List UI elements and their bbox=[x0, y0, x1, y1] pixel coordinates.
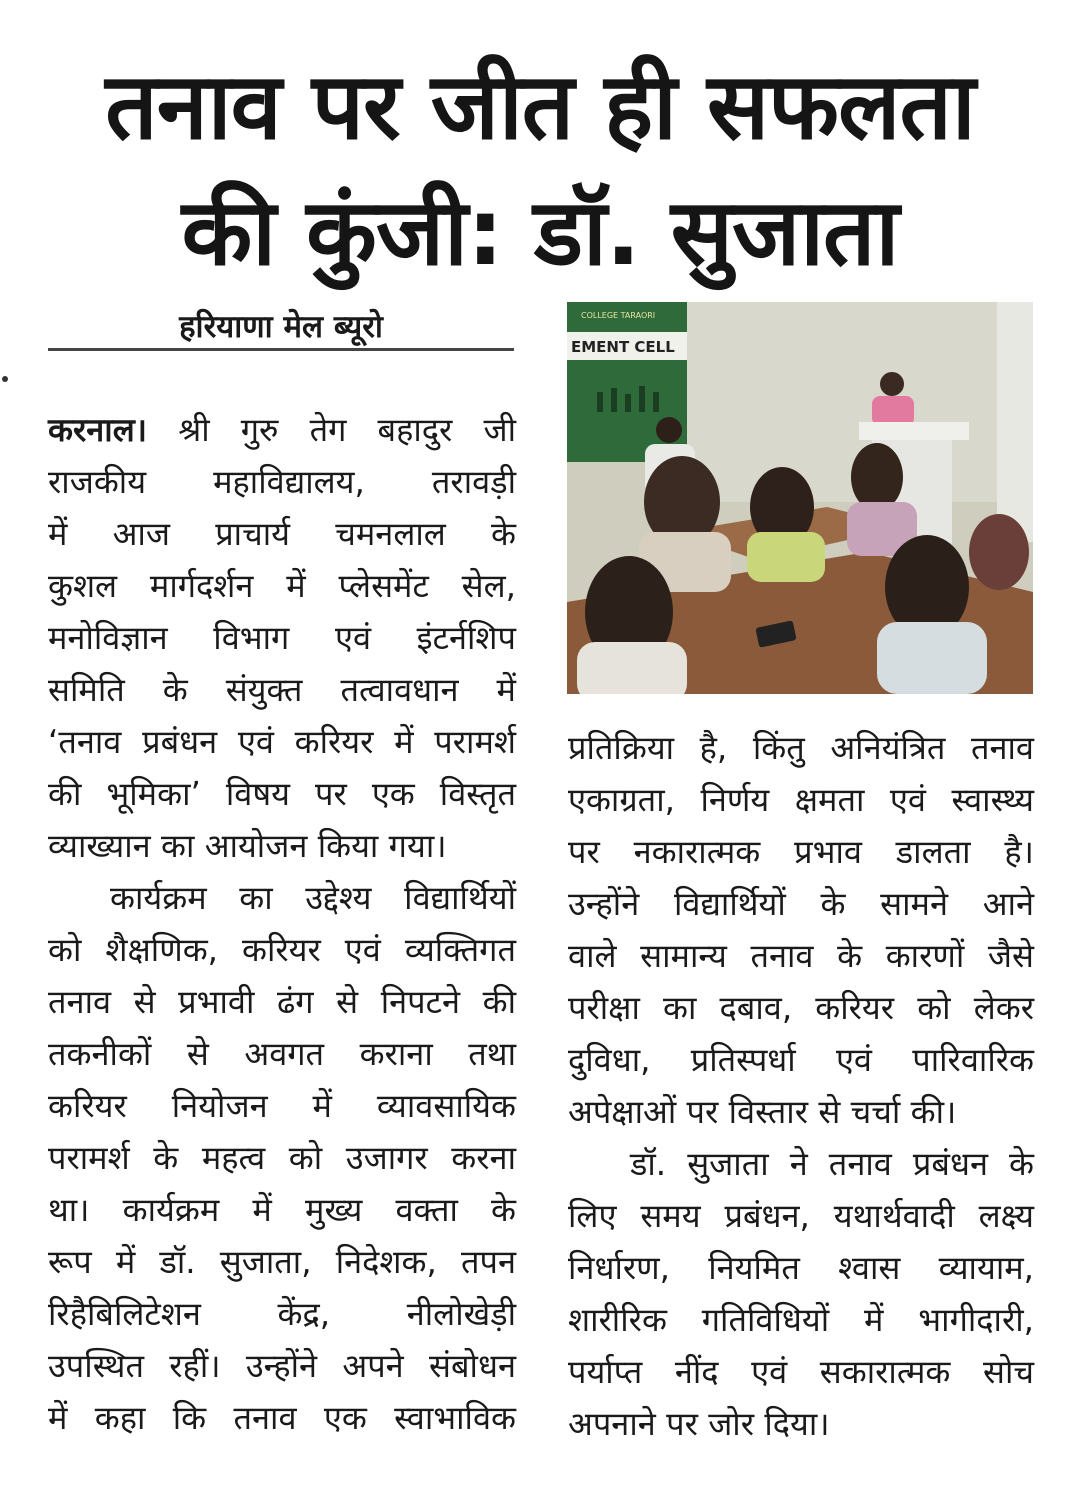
article-line: को शैक्षणिक, करियर एवं व्यक्तिगत bbox=[48, 931, 516, 969]
photo-speaker-head bbox=[880, 372, 904, 396]
photo-student-5-body bbox=[877, 622, 987, 694]
photo-banner-text: EMENT CELL bbox=[571, 338, 675, 356]
article-line: पर नकारात्मक प्रभाव डालता है। bbox=[568, 833, 1034, 871]
article-line: रूप में डॉ. सुजाता, निदेशक, तपन bbox=[48, 1243, 516, 1281]
photo-podium-top bbox=[859, 422, 969, 440]
article-line: की भूमिका’ विषय पर एक विस्तृत bbox=[48, 775, 516, 813]
article-line: पर्याप्त नींद एवं सकारात्मक सोच bbox=[568, 1353, 1034, 1391]
article-line: में आज प्राचार्य चमनलाल के bbox=[48, 515, 516, 553]
article-line: करियर नियोजन में व्यावसायिक bbox=[48, 1087, 516, 1125]
article-line bbox=[48, 404, 516, 456]
article-line: तकनीकों से अवगत कराना तथा bbox=[48, 1035, 516, 1073]
article-line: राजकीय महाविद्यालय, तरावड़ी bbox=[48, 463, 516, 501]
article-line: प्रतिक्रिया है, किंतु अनियंत्रित तनाव bbox=[568, 729, 1034, 767]
dateline: करनाल। bbox=[48, 411, 148, 449]
headline-line-2: की कुंजी: डॉ. सुजाता bbox=[181, 179, 899, 286]
headline-line-1: तनाव पर जीत ही सफलता bbox=[105, 53, 975, 160]
article-line: लिए समय प्रबंधन, यथार्थवादी लक्ष्य bbox=[568, 1197, 1034, 1235]
article-line: कार्यक्रम का उद्देश्य विद्यार्थियों bbox=[110, 879, 516, 917]
article-line: दुविधा, प्रतिस्पर्धा एवं पारिवारिक bbox=[568, 1041, 1034, 1079]
photo-banner-top-text: COLLEGE TARAORI bbox=[581, 311, 656, 320]
margin-mark bbox=[2, 376, 8, 382]
article-line: कुशल मार्गदर्शन में प्लेसमेंट सेल, bbox=[48, 567, 516, 605]
article-line: ‘तनाव प्रबंधन एवं करियर में परामर्श bbox=[48, 723, 516, 761]
photo-student-3-hair bbox=[851, 443, 903, 511]
article-line: समिति के संयुक्त तत्वावधान में bbox=[48, 671, 516, 709]
photo-speaker-body bbox=[872, 396, 914, 426]
article-line-text: श्री गुरु तेग बहादुर जी bbox=[178, 411, 516, 449]
article-line: मनोविज्ञान विभाग एवं इंटर्नशिप bbox=[48, 619, 516, 657]
article-column-left bbox=[48, 404, 516, 1444]
article-line: रिहैबिलिटेशन केंद्र, नीलोखेड़ी bbox=[48, 1295, 516, 1333]
article-line: अपनाने पर जोर दिया। bbox=[568, 1405, 830, 1443]
article-line: उपस्थित रहीं। उन्होंने अपने संबोधन bbox=[48, 1347, 516, 1385]
article-line: अपेक्षाओं पर विस्तार से चर्चा की। bbox=[568, 1093, 957, 1131]
photo-student-4-body bbox=[577, 642, 687, 694]
article-line: में कहा कि तनाव एक स्वाभाविक bbox=[48, 1399, 516, 1437]
article-line: निर्धारण, नियमित श्वास व्यायाम, bbox=[568, 1249, 1034, 1287]
article-line: वाले सामान्य तनाव के कारणों जैसे bbox=[568, 937, 1034, 975]
article-line: परीक्षा का दबाव, करियर को लेकर bbox=[568, 989, 1034, 1027]
photo-window bbox=[997, 302, 1033, 542]
article-column-right bbox=[568, 722, 1034, 1450]
article-line: व्याख्यान का आयोजन किया गया। bbox=[48, 827, 447, 865]
headline bbox=[30, 44, 1050, 296]
article-line: था। कार्यक्रम में मुख्य वक्ता के bbox=[48, 1191, 516, 1229]
article-line: शारीरिक गतिविधियों में भागीदारी, bbox=[568, 1301, 1034, 1339]
article-line: डॉ. सुजाता ने तनाव प्रबंधन के bbox=[630, 1145, 1034, 1183]
article-line: तनाव से प्रभावी ढंग से निपटने की bbox=[48, 983, 516, 1021]
article-line: एकाग्रता, निर्णय क्षमता एवं स्वास्थ्य bbox=[568, 781, 1034, 819]
event-photo bbox=[567, 302, 1033, 694]
photo-bag bbox=[969, 514, 1029, 590]
photo-man-head bbox=[656, 417, 682, 443]
article-line: उन्होंने विद्यार्थियों के सामने आने bbox=[568, 885, 1034, 923]
photo-student-2-body bbox=[747, 532, 825, 582]
article-line: परामर्श के महत्व को उजागर करना bbox=[48, 1139, 516, 1177]
byline-rule bbox=[48, 348, 514, 351]
byline: हरियाणा मेल ब्यूरो bbox=[179, 309, 383, 345]
event-photo-illustration bbox=[567, 302, 1033, 694]
